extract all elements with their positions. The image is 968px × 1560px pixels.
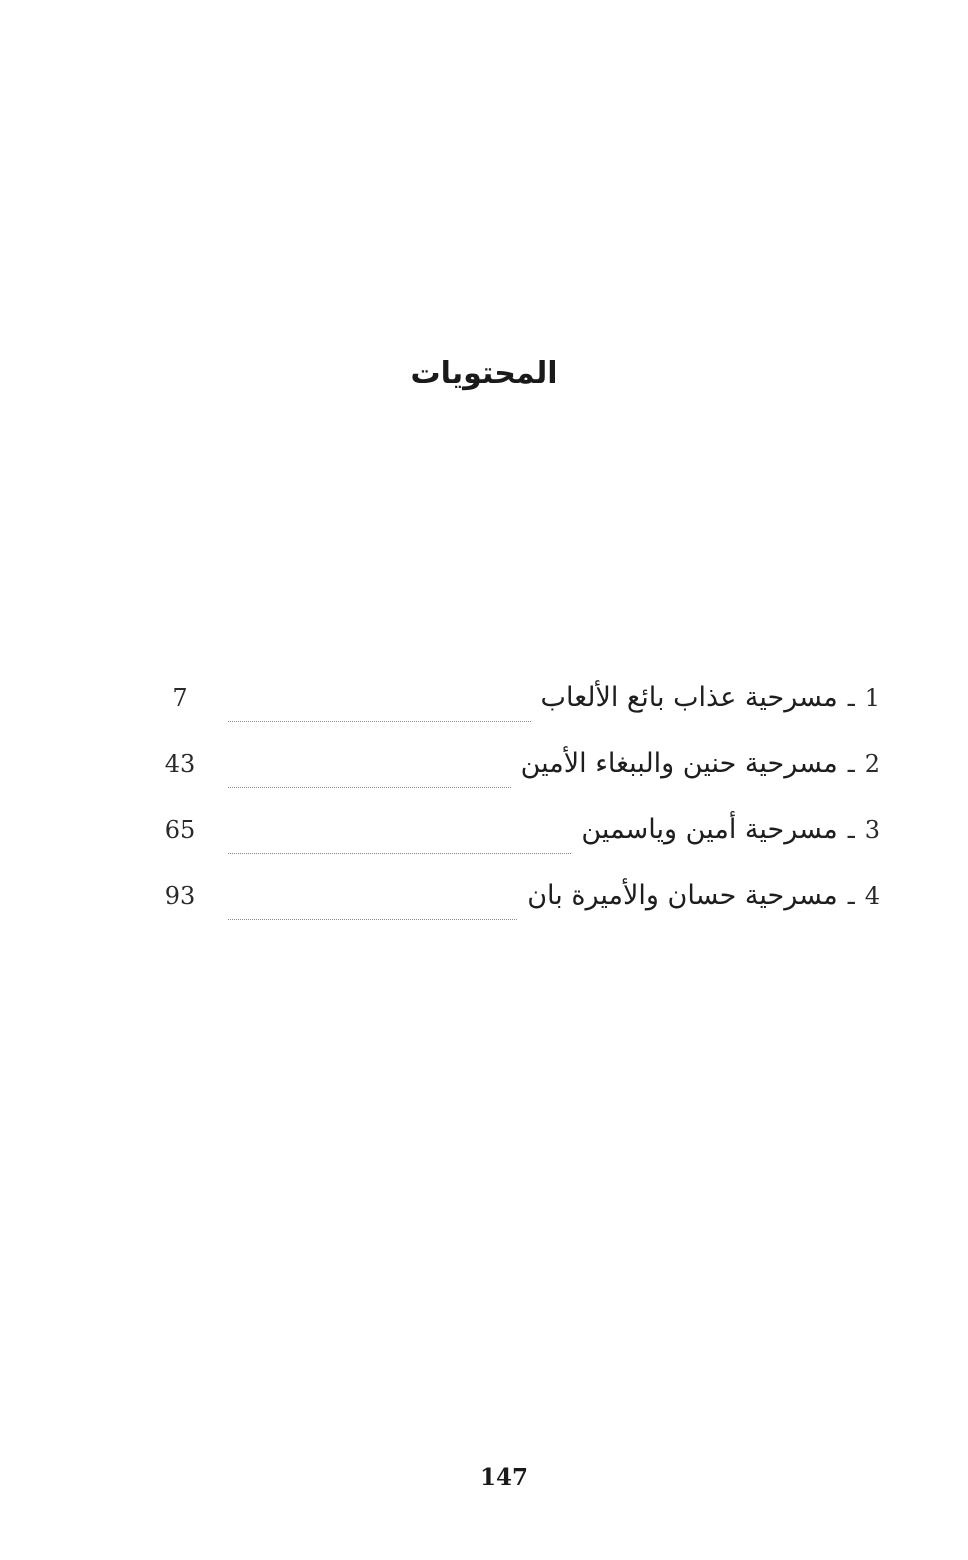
dot-leader [228,853,571,854]
toc-entry [160,682,880,748]
toc-entry-number: 3 [864,816,880,844]
toc-entry-dash: ـ [847,816,855,844]
dot-leader [228,787,511,788]
toc-entry-page: 43 [164,750,196,778]
toc-entry-number: 4 [864,882,880,910]
toc-entry-title: مسرحية حسان والأميرة بان [527,880,838,911]
dot-leader [228,919,517,920]
table-of-contents [160,682,880,946]
page-title: المحتويات [410,356,558,391]
toc-entry-page: 7 [172,684,188,712]
toc-entry-number: 2 [864,750,880,778]
toc-entry [160,748,880,814]
toc-entry-dash: ـ [847,684,855,712]
page-number: 147 [479,1464,528,1491]
toc-entry-dash: ـ [847,750,855,778]
toc-entry-title: مسرحية عذاب بائع الألعاب [540,682,838,713]
toc-entry-dash: ـ [847,882,855,910]
toc-entry-page: 65 [164,816,196,844]
toc-entry [160,880,880,946]
toc-entry-number: 1 [864,684,880,712]
toc-entry-page: 93 [164,882,196,910]
toc-entry [160,814,880,880]
toc-entry-title: مسرحية حنين والببغاء الأمين [520,748,838,779]
toc-entry-title: مسرحية أمين وياسمين [581,814,838,845]
dot-leader [228,721,531,722]
